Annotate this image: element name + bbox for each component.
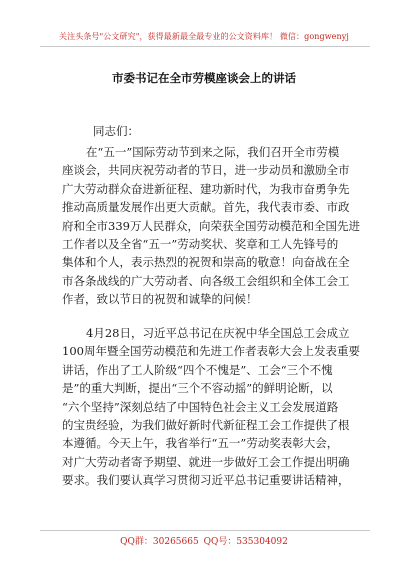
- paragraph-1: [62, 143, 362, 309]
- paragraph-line: 要求。我们要认真学习贯彻习近平总书记重要讲话精神，: [62, 473, 350, 488]
- paragraph-line: 在“五一”国际劳动节到来之际，我们召开全市劳模: [86, 145, 340, 159]
- paragraph-line: 对广大劳动者寄予期望、就进一步做好工会工作提出明确: [62, 454, 350, 469]
- paragraph-line: 座谈会，共同庆祝劳动者的节日，进一步动员和激励全市: [62, 163, 350, 178]
- paragraph-line: 作者，致以节日的祝贺和诚挚的问候！: [62, 292, 258, 307]
- paragraph-line: “六个坚持”深刻总结了中国特色社会主义工会发展道路: [62, 399, 339, 414]
- paragraph-line: 府和全市339万人民群众，向荣获全国劳动模范和全国先进: [62, 218, 360, 233]
- paragraph-2: [62, 324, 362, 490]
- paragraph-line: 市各条战线的广大劳动者、向各级工会组织和全体工会工: [62, 273, 350, 288]
- paragraph-line: 100周年暨全国劳动模范和先进工作者表彰大会上发表重要: [62, 344, 360, 359]
- salutation: 同志们：: [93, 124, 139, 138]
- paragraph-line: 的宝贵经验，为我们做好新时代新征程工会工作提供了根: [62, 418, 350, 433]
- paragraph-line: 工作者以及全省“五一”劳动奖状、奖章和工人先锋号的: [62, 237, 339, 252]
- paragraph-line: 4月28日，习近平总书记在庆祝中华全国总工会成立: [86, 326, 350, 340]
- paragraph-line: 广大劳动群众奋进新征程、建功新时代，为我市奋勇争先: [62, 181, 350, 196]
- paragraph-line: 本遵循。今天上午，我省举行“五一”劳动奖表彰大会，: [62, 436, 339, 451]
- paragraph-line: 讲话，作出了工人阶级“四个不愧是”、工会“三个不愧: [62, 362, 333, 377]
- footer-contact: QQ群：30265665 QQ号：535304092: [120, 537, 288, 547]
- header-banner: 关注头条号"公文研究"，获得最新最全最专业的公文资料库！ 微信：gongwenyj: [59, 32, 349, 41]
- paragraph-line: 集体和个人，表示热烈的祝贺和崇高的敬意！向奋战在全: [62, 255, 350, 270]
- header-divider: [40, 46, 370, 47]
- paragraph-line: 推动高质量发展作出更大贡献。首先，我代表市委、市政: [62, 200, 350, 215]
- footer-divider: [40, 530, 370, 531]
- document-title: 市委书记在全市劳模座谈会上的讲话: [112, 71, 296, 85]
- paragraph-line: 是”的重大判断，提出“三个不容动摇”的鲜明论断，以: [62, 381, 333, 396]
